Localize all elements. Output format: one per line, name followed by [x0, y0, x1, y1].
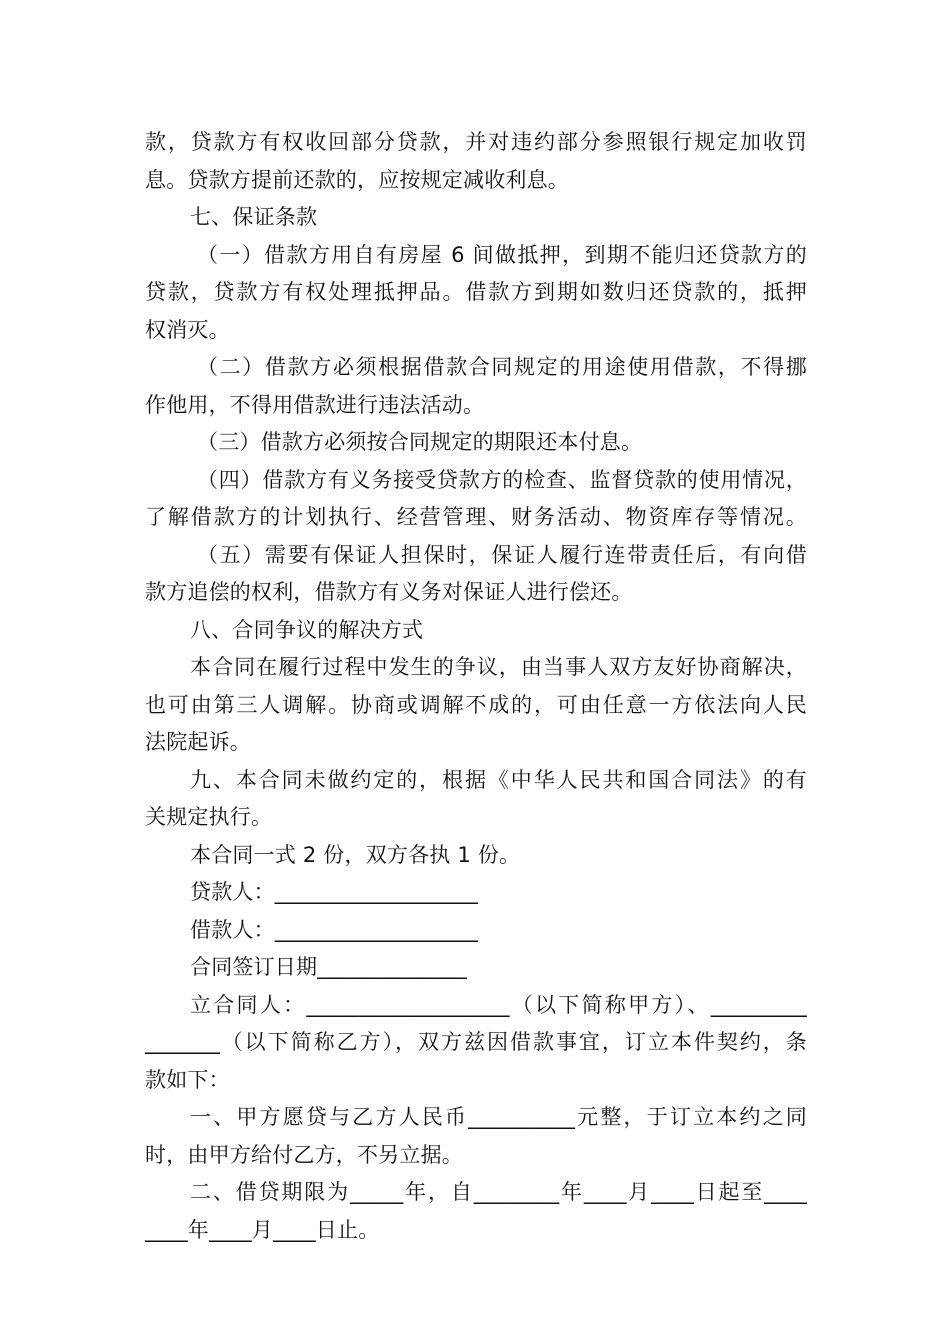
text-line: 本合同一式 2 份，双方各执 1 份。 — [190, 842, 521, 867]
text-line: 本合同在履行过程中发生的争议，由当事人双方友好协商解决， — [190, 655, 807, 679]
section-heading: 七、保证条款 — [190, 205, 318, 229]
text-line: 二、借贷期限为_____年，自________年____月____日起至____ — [190, 1180, 807, 1204]
text-line: 九、本合同未做约定的，根据《中华人民共和国合同法》的有 — [190, 767, 807, 792]
text-line: 关规定执行。 — [145, 805, 273, 829]
text-line: （二）借款方必须根据借款合同规定的用途使用借款，不得挪 — [197, 355, 807, 379]
text-line: 作他用，不得用借款进行违法活动。 — [145, 392, 485, 417]
text-line: 法院起诉。 — [145, 730, 251, 754]
text-line: 权消灭。 — [145, 317, 230, 342]
text-line: ____年____月____日止。 — [145, 1217, 380, 1242]
text-line: （四）借款方有义务接受贷款方的检查、监督贷款的使用情况， — [197, 467, 807, 492]
section-heading: 八、合同争议的解决方式 — [190, 617, 424, 642]
text-line: _______（以下简称乙方），双方兹因借款事宜，订立本件契约，条 — [145, 1030, 807, 1054]
contract-body — [145, 124, 807, 1249]
signing-date-line: 合同签订日期______________ — [190, 955, 467, 979]
text-line: 息。贷款方提前还款的，应按规定减收利息。 — [145, 167, 569, 192]
text-line: 款方追偿的权利，借款方有义务对保证人进行偿还。 — [145, 580, 633, 604]
text-line: 贷款，贷款方有权处理抵押品。借款方到期如数归还贷款的，抵押 — [145, 280, 807, 304]
text-line: （三）借款方必须按合同规定的期限还本付息。 — [197, 430, 643, 454]
text-line: （五）需要有保证人担保时，保证人履行连带责任后，有向借 — [197, 542, 807, 567]
text-line: 立合同人：___________________（以下简称甲方）、_________ — [190, 992, 807, 1017]
text-line: 款如下： — [145, 1067, 230, 1092]
text-line: 一、甲方愿贷与乙方人民币__________元整，于订立本约之同 — [190, 1105, 807, 1129]
text-line: 时，由甲方给付乙方，不另立据。 — [145, 1142, 463, 1167]
borrower-signature-line: 借款人：___________________ — [190, 917, 479, 942]
text-line: 也可由第三人调解。协商或调解不成的，可由任意一方依法向人民 — [145, 692, 807, 717]
text-line: （一）借款方用自有房屋 6 间做抵押，到期不能归还贷款方的 — [197, 242, 807, 267]
lender-signature-line: 贷款人：___________________ — [190, 880, 479, 904]
text-line: 了解借款方的计划执行、经营管理、财务活动、物资库存等情况。 — [145, 505, 807, 529]
text-line: 款，贷款方有权收回部分贷款，并对违约部分参照银行规定加收罚 — [145, 130, 807, 154]
